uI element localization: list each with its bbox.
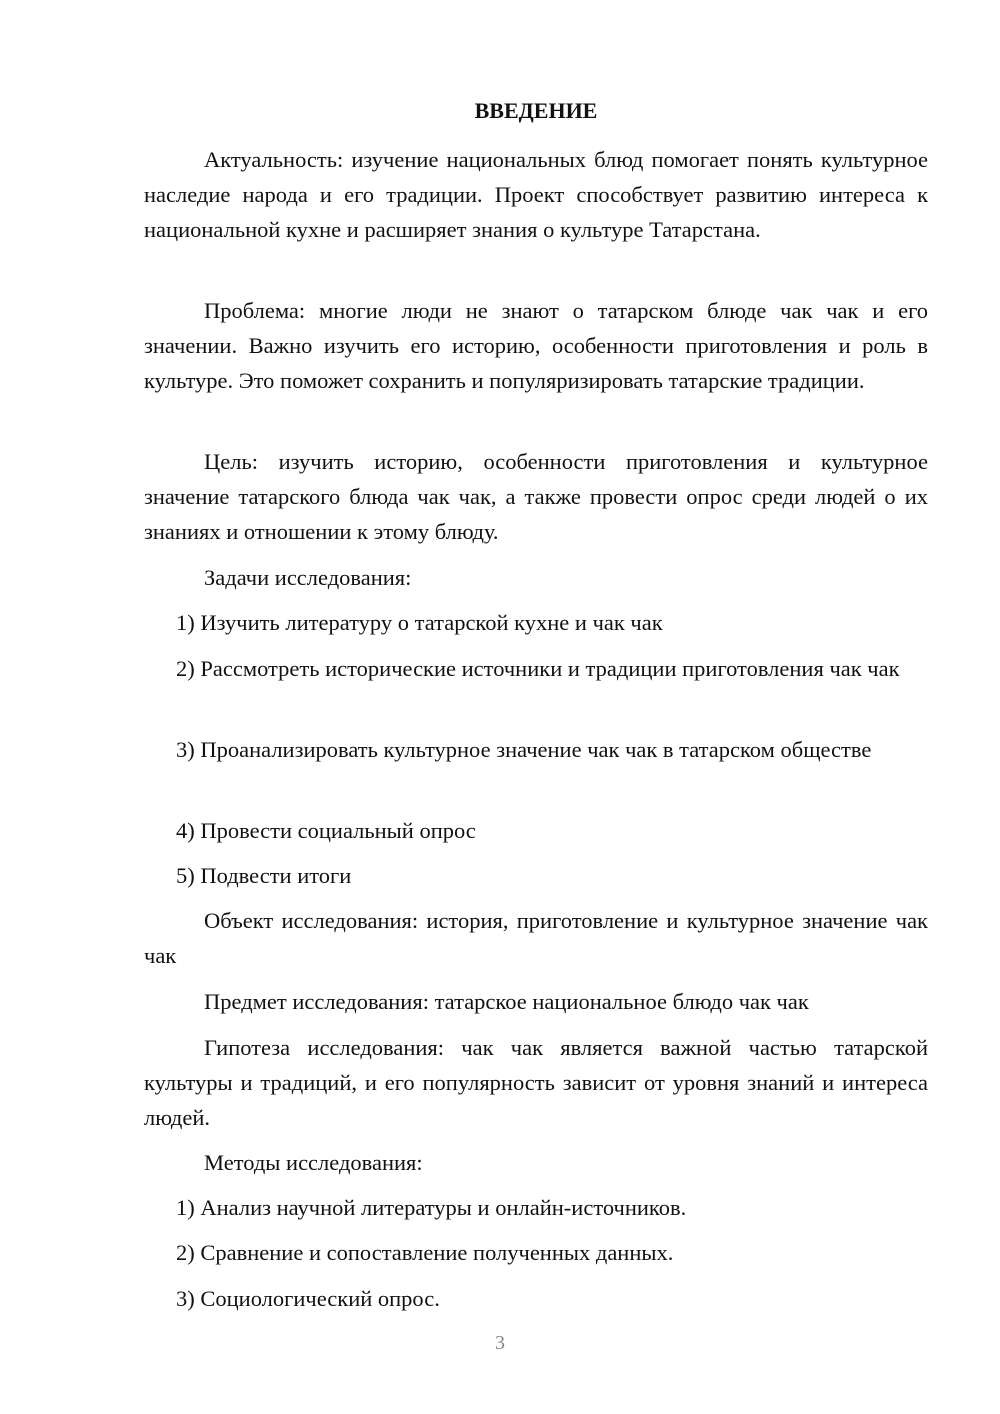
method-item: 2) Сравнение и сопоставление полученных данных.: [176, 1240, 674, 1265]
task-item: 3) Проанализировать культурное значение чак чак в татарском обществе: [176, 737, 872, 762]
method-item: 1) Анализ научной литературы и онлайн-источников.: [176, 1195, 687, 1220]
methods-title: Методы исследования:: [204, 1150, 423, 1175]
task-item: 5) Подвести итоги: [176, 863, 352, 888]
hypothesis-paragraph: Гипотеза исследования: чак чак является важной частью татарской культуры и традиций, и его популярность зависит от уровня знаний и интереса людей.: [144, 1035, 928, 1130]
object-paragraph: Объект исследования: история, приготовление и культурное значение чак чак: [144, 908, 928, 968]
task-item: 2) Рассмотреть исторические источники и традиции приготовления чак чак: [176, 656, 900, 681]
subject-paragraph: Предмет исследования: татарское национальное блюдо чак чак: [204, 989, 809, 1014]
section-heading: ВВЕДЕНИЕ: [474, 98, 598, 123]
task-item: 1) Изучить литературу о татарской кухне и чак чак: [176, 610, 663, 635]
relevance-paragraph: Актуальность: изучение национальных блюд помогает понять культурное наследие народа и его традиции. Проект способствует развитию интереса к национальной кухне и расширяет знания о культуре Татарстана.: [144, 147, 928, 242]
page-number: 3: [495, 1332, 505, 1354]
problem-paragraph: Проблема: многие люди не знают о татарском блюде чак чак и его значении. Важно изучить его историю, особенности приготовления и роль в культуре. Это поможет сохранить и популяризировать татарские традиции.: [144, 298, 928, 393]
task-item: 4) Провести социальный опрос: [176, 818, 476, 843]
tasks-title: Задачи исследования:: [204, 565, 412, 590]
goal-paragraph: Цель: изучить историю, особенности приготовления и культурное значение татарского блюда чак чак, а также провести опрос среди людей о их знаниях и отношении к этому блюду.: [144, 449, 928, 544]
method-item: 3) Социологический опрос.: [176, 1286, 440, 1311]
